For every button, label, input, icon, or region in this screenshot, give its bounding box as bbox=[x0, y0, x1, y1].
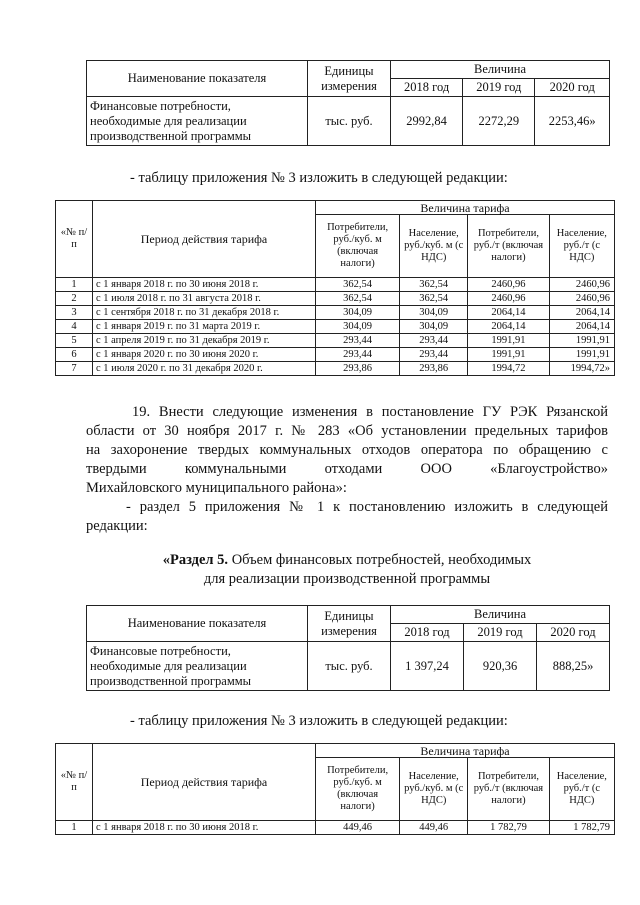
table-row bbox=[56, 306, 615, 320]
row-value: 1991,91 bbox=[549, 334, 614, 348]
row-value: 2460,96 bbox=[549, 292, 614, 306]
financial-needs-table-2 bbox=[86, 605, 610, 691]
row-value: 293,44 bbox=[316, 334, 400, 348]
row-period: с 1 апреля 2019 г. по 31 декабря 2019 г. bbox=[93, 334, 316, 348]
row-value: 293,86 bbox=[316, 362, 400, 376]
row-period: с 1 января 2018 г. по 30 июня 2018 г. bbox=[93, 821, 316, 835]
row-value-2019: 2272,29 bbox=[463, 97, 535, 146]
row-value-2020: 2253,46» bbox=[535, 97, 610, 146]
tariff-table-1 bbox=[55, 200, 615, 376]
header-tariff-value: Величина тарифа bbox=[316, 201, 615, 215]
paragraph-line: Михайловского муниципального района»: bbox=[86, 480, 347, 496]
section-5-title bbox=[86, 551, 608, 589]
row-value-2020: 888,25» bbox=[537, 642, 610, 691]
header-indicator-name: Наименование показателя bbox=[87, 606, 308, 642]
header-number: «№ п/п bbox=[56, 744, 93, 821]
row-number: 2 bbox=[56, 292, 93, 306]
header-number: «№ п/п bbox=[56, 201, 93, 278]
header-indicator-name: Наименование показателя bbox=[87, 61, 308, 97]
row-value-2019: 920,36 bbox=[464, 642, 537, 691]
header-year-2018: 2018 год bbox=[391, 79, 463, 97]
header-year-2019: 2019 год bbox=[463, 79, 535, 97]
row-value: 304,09 bbox=[316, 320, 400, 334]
paragraph-line: на захоронение твердых коммунальных отходов оператора по обращению с bbox=[86, 442, 608, 458]
table-row bbox=[56, 292, 615, 306]
table-row bbox=[56, 334, 615, 348]
section-5-title-line-2: для реализации производственной программы bbox=[203, 571, 491, 587]
row-value-2018: 2992,84 bbox=[391, 97, 463, 146]
header-consumers-t: Потребители, руб./т (включая налоги) bbox=[468, 758, 549, 821]
row-number: 4 bbox=[56, 320, 93, 334]
paragraph-line: - раздел 5 приложения № 1 к постановлению изложить в следующей bbox=[126, 499, 608, 515]
paragraph-19 bbox=[86, 403, 608, 536]
header-consumers-m3: Потребители, руб./куб. м (включая налоги) bbox=[316, 758, 400, 821]
header-population-t: Население, руб./т (с НДС) bbox=[549, 758, 614, 821]
header-population-m3: Население, руб./куб. м (с НДС) bbox=[400, 758, 468, 821]
row-value: 2064,14 bbox=[468, 320, 549, 334]
header-consumers-m3: Потребители, руб./куб. м (включая налоги) bbox=[316, 215, 400, 278]
row-value: 2460,96 bbox=[549, 278, 614, 292]
header-year-2020: 2020 год bbox=[535, 79, 610, 97]
row-value: 304,09 bbox=[400, 306, 468, 320]
row-unit: тыс. руб. bbox=[308, 642, 391, 691]
row-value: 362,54 bbox=[316, 278, 400, 292]
table-row bbox=[56, 348, 615, 362]
row-number: 1 bbox=[56, 821, 93, 835]
table-row bbox=[56, 278, 615, 292]
row-indicator-name: Финансовые потребности, необходимые для реализации производственной программы bbox=[87, 97, 308, 146]
header-year-2018: 2018 год bbox=[391, 624, 464, 642]
row-value: 293,86 bbox=[400, 362, 468, 376]
section-5-title-line-1: Объем финансовых потребностей, необходимых bbox=[228, 552, 532, 568]
row-value: 362,54 bbox=[400, 278, 468, 292]
row-value: 1991,91 bbox=[549, 348, 614, 362]
row-value: 2064,14 bbox=[468, 306, 549, 320]
header-year-2020: 2020 год bbox=[537, 624, 610, 642]
row-value: 1994,72» bbox=[549, 362, 614, 376]
row-period: с 1 сентября 2018 г. по 31 декабря 2018 г. bbox=[93, 306, 316, 320]
header-population-m3: Население, руб./куб. м (с НДС) bbox=[400, 215, 468, 278]
row-period: с 1 января 2020 г. по 30 июня 2020 г. bbox=[93, 348, 316, 362]
tariff-table-2 bbox=[55, 743, 615, 835]
row-number: 3 bbox=[56, 306, 93, 320]
note-table-3-edit-2: - таблицу приложения № 3 изложить в следующей редакции: bbox=[130, 713, 508, 729]
row-number: 6 bbox=[56, 348, 93, 362]
row-value-2018: 1 397,24 bbox=[391, 642, 464, 691]
paragraph-line: твердыми коммунальными отходами ООО «Благоустройство» bbox=[86, 461, 608, 477]
row-value: 1 782,79 bbox=[549, 821, 614, 835]
paragraph-line: области от 30 ноября 2017 г. № 283 «Об установлении предельных тарифов bbox=[86, 423, 608, 439]
header-value: Величина bbox=[391, 61, 610, 79]
table-row bbox=[56, 821, 615, 835]
row-value: 1991,91 bbox=[468, 334, 549, 348]
paragraph-line: 19. Внести следующие изменения в постановление ГУ РЭК Рязанской bbox=[132, 404, 608, 420]
header-period: Период действия тарифа bbox=[93, 744, 316, 821]
table-row bbox=[56, 320, 615, 334]
row-period: с 1 января 2018 г. по 30 июня 2018 г. bbox=[93, 278, 316, 292]
row-value: 362,54 bbox=[316, 292, 400, 306]
row-number: 5 bbox=[56, 334, 93, 348]
row-period: с 1 января 2019 г. по 31 марта 2019 г. bbox=[93, 320, 316, 334]
financial-needs-table-1 bbox=[86, 60, 610, 146]
row-value: 2460,96 bbox=[468, 278, 549, 292]
header-consumers-t: Потребители, руб./т (включая налоги) bbox=[468, 215, 549, 278]
row-value: 1 782,79 bbox=[468, 821, 549, 835]
header-units: Единицы измерения bbox=[308, 61, 391, 97]
section-5-label: «Раздел 5. bbox=[162, 552, 229, 568]
row-value: 449,46 bbox=[400, 821, 468, 835]
row-value: 304,09 bbox=[316, 306, 400, 320]
note-table-3-edit: - таблицу приложения № 3 изложить в следующей редакции: bbox=[130, 170, 508, 186]
table-row bbox=[56, 362, 615, 376]
row-value: 362,54 bbox=[400, 292, 468, 306]
row-period: с 1 июля 2018 г. по 31 августа 2018 г. bbox=[93, 292, 316, 306]
row-value: 304,09 bbox=[400, 320, 468, 334]
header-population-t: Население, руб./т (с НДС) bbox=[549, 215, 614, 278]
row-number: 1 bbox=[56, 278, 93, 292]
row-number: 7 bbox=[56, 362, 93, 376]
row-value: 449,46 bbox=[316, 821, 400, 835]
row-period: с 1 июля 2020 г. по 31 декабря 2020 г. bbox=[93, 362, 316, 376]
header-tariff-value: Величина тарифа bbox=[316, 744, 615, 758]
row-value: 1991,91 bbox=[468, 348, 549, 362]
row-value: 293,44 bbox=[400, 334, 468, 348]
row-value: 1994,72 bbox=[468, 362, 549, 376]
row-value: 2064,14 bbox=[549, 320, 614, 334]
row-value: 2064,14 bbox=[549, 306, 614, 320]
row-value: 293,44 bbox=[316, 348, 400, 362]
row-value: 293,44 bbox=[400, 348, 468, 362]
paragraph-line: редакции: bbox=[86, 518, 148, 534]
header-period: Период действия тарифа bbox=[93, 201, 316, 278]
row-value: 2460,96 bbox=[468, 292, 549, 306]
row-indicator-name: Финансовые потребности, необходимые для реализации производственной программы bbox=[87, 642, 308, 691]
header-units: Единицы измерения bbox=[308, 606, 391, 642]
row-unit: тыс. руб. bbox=[308, 97, 391, 146]
header-value: Величина bbox=[391, 606, 610, 624]
header-year-2019: 2019 год bbox=[464, 624, 537, 642]
